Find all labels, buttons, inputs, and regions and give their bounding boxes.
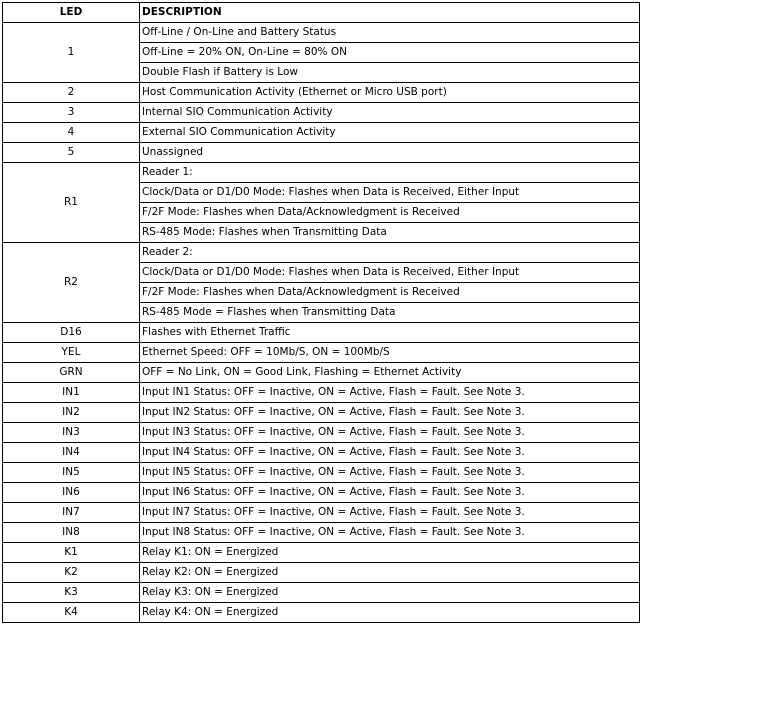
table-row <box>3 243 640 263</box>
table-row <box>3 103 640 123</box>
table-row <box>3 143 640 163</box>
table-row <box>3 383 640 403</box>
description-cell: Clock/Data or D1/D0 Mode: Flashes when Data is Received, Either Input <box>140 263 640 283</box>
description-cell: Relay K2: ON = Energized <box>140 563 640 583</box>
description-cell: RS-485 Mode: Flashes when Transmitting Data <box>140 223 640 243</box>
led-id-cell: R2 <box>3 243 140 323</box>
led-id-cell: 2 <box>3 83 140 103</box>
table-row <box>3 163 640 183</box>
led-id-cell: IN5 <box>3 463 140 483</box>
description-cell: Input IN7 Status: OFF = Inactive, ON = Active, Flash = Fault. See Note 3. <box>140 503 640 523</box>
table-row <box>3 423 640 443</box>
description-cell: Flashes with Ethernet Traffic <box>140 323 640 343</box>
description-cell: Reader 2: <box>140 243 640 263</box>
table-header <box>3 3 640 23</box>
led-id-cell: GRN <box>3 363 140 383</box>
table-row <box>3 323 640 343</box>
description-cell: Off-Line = 20% ON, On-Line = 80% ON <box>140 43 640 63</box>
description-cell: F/2F Mode: Flashes when Data/Acknowledgment is Received <box>140 203 640 223</box>
description-cell: Input IN3 Status: OFF = Inactive, ON = Active, Flash = Fault. See Note 3. <box>140 423 640 443</box>
table-row <box>3 603 640 623</box>
table-row <box>3 563 640 583</box>
led-description-table <box>2 2 640 623</box>
description-cell: Relay K4: ON = Energized <box>140 603 640 623</box>
led-id-cell: YEL <box>3 343 140 363</box>
description-cell: Double Flash if Battery is Low <box>140 63 640 83</box>
description-cell: Off-Line / On-Line and Battery Status <box>140 23 640 43</box>
led-id-cell: K3 <box>3 583 140 603</box>
led-id-cell: 3 <box>3 103 140 123</box>
led-id-cell: 1 <box>3 23 140 83</box>
table-body <box>3 23 640 623</box>
table-row <box>3 83 640 103</box>
led-id-cell: IN1 <box>3 383 140 403</box>
table-row <box>3 583 640 603</box>
table-row <box>3 483 640 503</box>
description-cell: F/2F Mode: Flashes when Data/Acknowledgment is Received <box>140 283 640 303</box>
description-cell: RS-485 Mode = Flashes when Transmitting Data <box>140 303 640 323</box>
led-id-cell: IN6 <box>3 483 140 503</box>
header-row <box>3 3 640 23</box>
table-row <box>3 343 640 363</box>
led-id-cell: K2 <box>3 563 140 583</box>
description-cell: Clock/Data or D1/D0 Mode: Flashes when Data is Received, Either Input <box>140 183 640 203</box>
description-cell: Input IN1 Status: OFF = Inactive, ON = Active, Flash = Fault. See Note 3. <box>140 383 640 403</box>
led-id-cell: IN4 <box>3 443 140 463</box>
led-id-cell: IN3 <box>3 423 140 443</box>
description-cell: Reader 1: <box>140 163 640 183</box>
led-id-cell: IN2 <box>3 403 140 423</box>
table-row <box>3 23 640 43</box>
description-cell: Relay K1: ON = Energized <box>140 543 640 563</box>
description-cell: Input IN5 Status: OFF = Inactive, ON = Active, Flash = Fault. See Note 3. <box>140 463 640 483</box>
table-row <box>3 403 640 423</box>
led-id-cell: K1 <box>3 543 140 563</box>
description-cell: OFF = No Link, ON = Good Link, Flashing = Ethernet Activity <box>140 363 640 383</box>
description-cell: Relay K3: ON = Energized <box>140 583 640 603</box>
table-row <box>3 363 640 383</box>
description-cell: Input IN4 Status: OFF = Inactive, ON = Active, Flash = Fault. See Note 3. <box>140 443 640 463</box>
table-row <box>3 543 640 563</box>
led-id-cell: R1 <box>3 163 140 243</box>
table-row <box>3 503 640 523</box>
description-cell: Internal SIO Communication Activity <box>140 103 640 123</box>
description-cell: Input IN6 Status: OFF = Inactive, ON = Active, Flash = Fault. See Note 3. <box>140 483 640 503</box>
description-cell: External SIO Communication Activity <box>140 123 640 143</box>
description-cell: Unassigned <box>140 143 640 163</box>
table-row <box>3 463 640 483</box>
description-cell: Host Communication Activity (Ethernet or Micro USB port) <box>140 83 640 103</box>
led-id-cell: IN8 <box>3 523 140 543</box>
table-row <box>3 443 640 463</box>
description-column-header: DESCRIPTION <box>140 3 640 23</box>
table-row <box>3 123 640 143</box>
table-row <box>3 523 640 543</box>
description-cell: Input IN2 Status: OFF = Inactive, ON = Active, Flash = Fault. See Note 3. <box>140 403 640 423</box>
description-cell: Ethernet Speed: OFF = 10Mb/S, ON = 100Mb/S <box>140 343 640 363</box>
led-column-header: LED <box>3 3 140 23</box>
led-id-cell: D16 <box>3 323 140 343</box>
led-id-cell: K4 <box>3 603 140 623</box>
led-id-cell: 4 <box>3 123 140 143</box>
description-cell: Input IN8 Status: OFF = Inactive, ON = Active, Flash = Fault. See Note 3. <box>140 523 640 543</box>
led-id-cell: 5 <box>3 143 140 163</box>
led-id-cell: IN7 <box>3 503 140 523</box>
